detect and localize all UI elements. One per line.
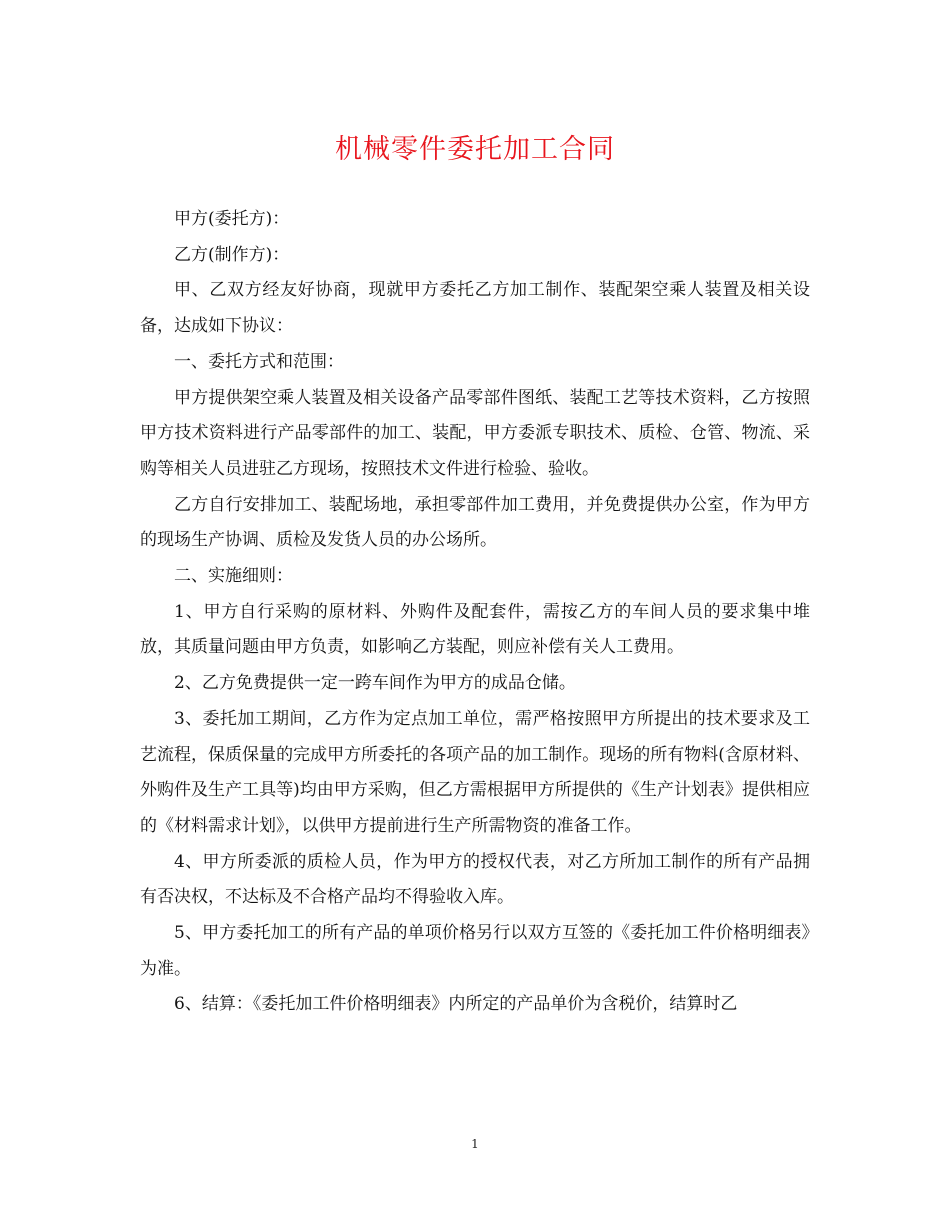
document-title: 机械零件委托加工合同 xyxy=(335,134,615,165)
clause-5: 5、甲方委托加工的所有产品的单项价格另行以双方互签的《委托加工件价格明细表》为准。 xyxy=(140,923,810,979)
clause-3: 3、委托加工期间，乙方作为定点加工单位，需严格按照甲方所提出的技术要求及工艺流程，保质保量的完成甲方所委托的各项产品的加工制作。现场的所有物料(含原材料、外购件及生产工具等)均由甲方采购，但乙方需根据甲方所提供的《生产计划表》提供相应的《材料需求计划》，以供甲方提前进行生产所需物资的准备工作。 xyxy=(140,708,810,836)
section-heading-2: 二、实施细则： xyxy=(174,566,293,587)
section-heading-1: 一、委托方式和范围： xyxy=(174,351,344,372)
clause-4: 4、甲方所委派的质检人员，作为甲方的授权代表，对乙方所加工制作的所有产品拥有否决权，不达标及不合格产品均不得验收入库。 xyxy=(140,851,810,908)
party-b-line: 乙方(制作方)： xyxy=(174,244,290,265)
section-1-paragraph-1: 甲方提供架空乘人装置及相关设备产品零部件图纸、装配工艺等技术资料，乙方按照甲方技术资料进行产品零部件的加工、装配，甲方委派专职技术、质检、仓管、物流、采购等相关人员进驻乙方现场，按照技术文件进行检验、验收。 xyxy=(140,387,810,479)
page-number: 1 xyxy=(471,1137,479,1151)
preamble-paragraph: 甲、乙双方经友好协商，现就甲方委托乙方加工制作、装配架空乘人装置及相关设备，达成如下协议： xyxy=(140,280,810,337)
clause-6: 6、结算：《委托加工件价格明细表》内所定的产品单价为含税价，结算时乙 xyxy=(174,994,738,1015)
document-body xyxy=(140,202,810,1023)
clause-2: 2、乙方免费提供一定一跨车间作为甲方的成品仓储。 xyxy=(174,673,576,694)
clause-1: 1、甲方自行采购的原材料、外购件及配套件，需按乙方的车间人员的要求集中堆放，其质量问题由甲方负责，如影响乙方装配，则应补偿有关人工费用。 xyxy=(140,601,810,658)
section-1-paragraph-2: 乙方自行安排加工、装配场地，承担零部件加工费用，并免费提供办公室，作为甲方的现场生产协调、质检及发货人员的办公场所。 xyxy=(140,494,810,551)
party-a-line: 甲方(委托方)： xyxy=(174,209,290,229)
